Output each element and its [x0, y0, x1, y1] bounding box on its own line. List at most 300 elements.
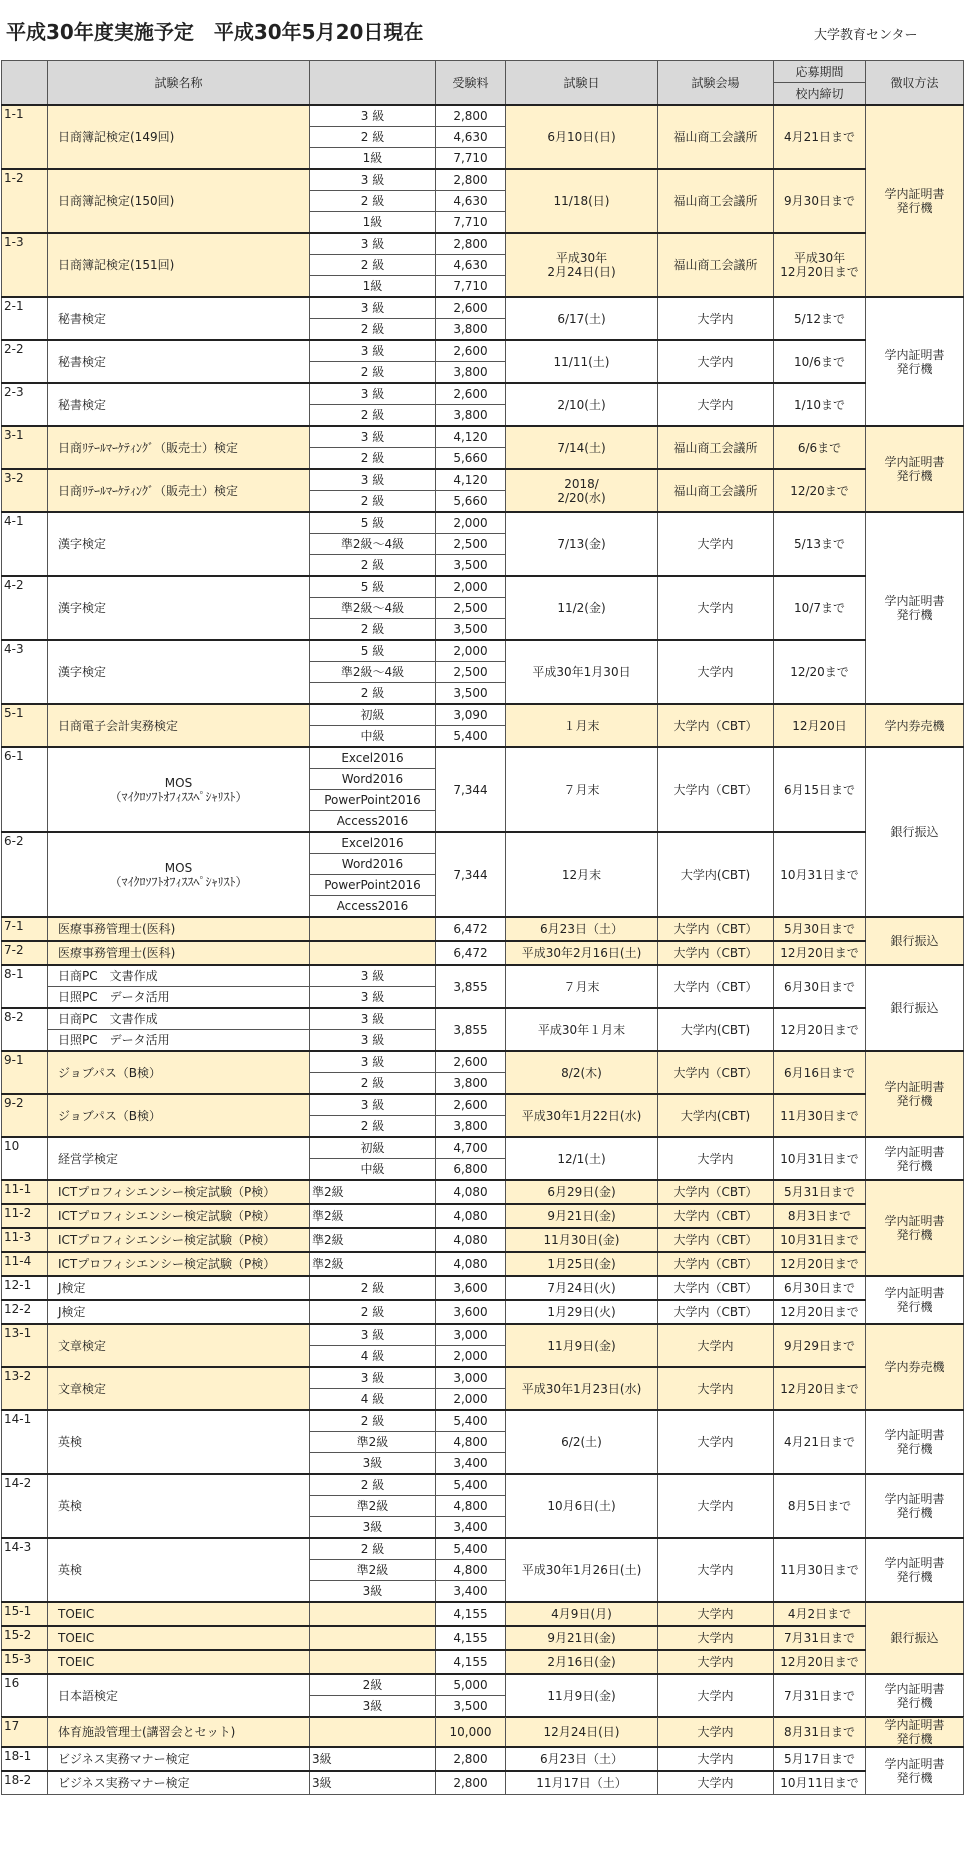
exam-name: 日商簿記検定(151回) [48, 233, 310, 297]
exam-fee: 4,155 [436, 1626, 506, 1650]
header-deadline: 校内締切 [774, 83, 866, 106]
exam-number: 2-2 [2, 340, 48, 383]
exam-fee: 3,500 [436, 683, 506, 705]
exam-level: 3 級 [310, 233, 436, 255]
payment-method: 学内証明書 発行機 [866, 512, 964, 704]
exam-venue: 大学内 [658, 1324, 774, 1367]
exam-name: 秘書検定 [48, 340, 310, 383]
exam-fee: 2,600 [436, 340, 506, 362]
exam-fee: 4,800 [436, 1496, 506, 1517]
exam-venue: 大学内（CBT） [658, 941, 774, 965]
exam-name: 経営学検定 [48, 1137, 310, 1180]
exam-level: 準2級 [310, 1496, 436, 1517]
exam-number: 3-1 [2, 426, 48, 469]
exam-date: 12月24日(日) [506, 1717, 658, 1747]
exam-deadline: 平成30年 12月20日まで [774, 233, 866, 297]
exam-level: 2 級 [310, 1073, 436, 1095]
exam-venue: 大学内(CBT) [658, 1008, 774, 1051]
exam-deadline: 12/20まで [774, 469, 866, 512]
table-row [2, 340, 964, 362]
exam-fee: 2,600 [436, 1051, 506, 1073]
table-row [2, 1626, 964, 1650]
table-row [2, 105, 964, 127]
exam-date: 6月23日（土） [506, 1747, 658, 1771]
exam-date: 6月29日(金) [506, 1180, 658, 1204]
exam-name: TOEIC [48, 1626, 310, 1650]
exam-fee: 3,800 [436, 405, 506, 427]
exam-level: 5 級 [310, 640, 436, 662]
exam-level: 初級 [310, 704, 436, 726]
exam-fee: 4,120 [436, 469, 506, 491]
table-row [2, 1747, 964, 1771]
exam-fee: 3,000 [436, 1324, 506, 1346]
exam-level: 3級 [310, 1517, 436, 1539]
exam-deadline: 6月30日まで [774, 965, 866, 1008]
exam-level: 2 級 [310, 362, 436, 384]
exam-fee: 6,472 [436, 917, 506, 941]
exam-level: 初級 [310, 1137, 436, 1159]
exam-date: 2月16日(金) [506, 1650, 658, 1674]
exam-name: ジョブパス（B検） [48, 1051, 310, 1094]
payment-method: 銀行振込 [866, 917, 964, 965]
header-period: 応募期間 [774, 61, 866, 83]
exam-venue: 大学内（CBT） [658, 747, 774, 832]
exam-date: 4月9日(月) [506, 1602, 658, 1626]
exam-fee: 5,660 [436, 448, 506, 470]
exam-deadline: 12月20日まで [774, 941, 866, 965]
table-row [2, 1474, 964, 1496]
exam-number: 14-1 [2, 1410, 48, 1474]
payment-method: 学内証明書 発行機 [866, 1410, 964, 1474]
table-row [2, 469, 964, 491]
exam-date: 11月17日（土） [506, 1771, 658, 1795]
exam-level: 2 級 [310, 1116, 436, 1138]
exam-fee: 3,090 [436, 704, 506, 726]
exam-venue: 福山商工会議所 [658, 105, 774, 169]
exam-venue: 福山商工会議所 [658, 233, 774, 297]
exam-deadline: 12月20日まで [774, 1252, 866, 1276]
exam-deadline: 8月3日まで [774, 1204, 866, 1228]
exam-deadline: 4月21日まで [774, 105, 866, 169]
exam-number: 11-2 [2, 1204, 48, 1228]
exam-level: 準2級 [310, 1252, 436, 1276]
exam-name: 日商ﾘﾃｰﾙﾏｰｹﾃｨﾝｸﾞ（販売士）検定 [48, 469, 310, 512]
exam-level: 3 級 [310, 1094, 436, 1116]
exam-name: 日商簿記検定(150回) [48, 169, 310, 233]
exam-fee: 2,500 [436, 598, 506, 619]
exam-level [310, 1602, 436, 1626]
exam-name: 英検 [48, 1538, 310, 1602]
exam-date: 12/1(土) [506, 1137, 658, 1180]
exam-fee: 3,855 [436, 965, 506, 1008]
payment-method: 学内証明書 発行機 [866, 1137, 964, 1180]
table-row [2, 233, 964, 255]
exam-number: 11-3 [2, 1228, 48, 1252]
exam-deadline: 12月20日 [774, 704, 866, 747]
exam-date: ７月末 [506, 747, 658, 832]
exam-deadline: 4月2日まで [774, 1602, 866, 1626]
exam-name: 漢字検定 [48, 640, 310, 704]
payment-method: 学内証明書 発行機 [866, 1747, 964, 1795]
exam-deadline: 10/7まで [774, 576, 866, 640]
exam-deadline: 5月31日まで [774, 1180, 866, 1204]
payment-method: 学内証明書 発行機 [866, 1538, 964, 1602]
exam-fee: 5,400 [436, 1474, 506, 1496]
exam-venue: 大学内 [658, 640, 774, 704]
exam-name: 日商PC 文書作成 [48, 1008, 310, 1030]
exam-level: PowerPoint2016 [310, 875, 436, 896]
exam-level: 5 級 [310, 576, 436, 598]
payment-method: 学内券売機 [866, 704, 964, 747]
exam-venue: 大学内（CBT） [658, 1276, 774, 1300]
exam-date: 6/2(土) [506, 1410, 658, 1474]
exam-deadline: 9月30日まで [774, 169, 866, 233]
exam-date: １月末 [506, 704, 658, 747]
exam-deadline: 6月30日まで [774, 1276, 866, 1300]
exam-date: 平成30年1月26日(土) [506, 1538, 658, 1602]
exam-level: 2 級 [310, 683, 436, 705]
exam-date: 11月30日(金) [506, 1228, 658, 1252]
exam-deadline: 5月17日まで [774, 1747, 866, 1771]
exam-fee: 3,800 [436, 1116, 506, 1138]
exam-date: 平成30年１月末 [506, 1008, 658, 1051]
exam-name: 日商電子会計実務検定 [48, 704, 310, 747]
exam-level: 1級 [310, 148, 436, 170]
exam-number: 4-1 [2, 512, 48, 576]
exam-name: ビジネス実務マナー検定 [48, 1771, 310, 1795]
exam-level: 2 級 [310, 1276, 436, 1300]
exam-fee: 2,000 [436, 576, 506, 598]
table-row [2, 1008, 964, 1030]
exam-schedule-table [1, 60, 964, 1795]
exam-level: 準2級 [310, 1228, 436, 1252]
exam-number: 8-1 [2, 965, 48, 1008]
table-row [2, 917, 964, 941]
exam-number: 13-2 [2, 1367, 48, 1410]
table-row [2, 941, 964, 965]
exam-level: 準2級～4級 [310, 598, 436, 619]
exam-level: Excel2016 [310, 747, 436, 769]
exam-fee: 2,600 [436, 297, 506, 319]
exam-name: 英検 [48, 1474, 310, 1538]
table-row [2, 1094, 964, 1116]
exam-name: 秘書検定 [48, 383, 310, 426]
table-row [2, 169, 964, 191]
exam-level: 3 級 [310, 965, 436, 987]
exam-venue: 大学内（CBT） [658, 1228, 774, 1252]
exam-level: 2 級 [310, 1410, 436, 1432]
exam-name: 文章検定 [48, 1324, 310, 1367]
exam-fee: 3,800 [436, 362, 506, 384]
exam-date: 7月24日(火) [506, 1276, 658, 1300]
exam-number: 6-1 [2, 747, 48, 832]
exam-level: 3 級 [310, 1008, 436, 1030]
table-row [2, 1674, 964, 1696]
exam-fee: 2,600 [436, 383, 506, 405]
exam-fee: 4,630 [436, 127, 506, 148]
exam-number: 7-2 [2, 941, 48, 965]
exam-level: Excel2016 [310, 832, 436, 854]
exam-fee: 6,472 [436, 941, 506, 965]
exam-level: Access2016 [310, 896, 436, 918]
exam-level: 3 級 [310, 383, 436, 405]
exam-date: 6月10日(日) [506, 105, 658, 169]
exam-venue: 大学内 [658, 512, 774, 576]
exam-level: PowerPoint2016 [310, 790, 436, 811]
exam-level: 3 級 [310, 987, 436, 1009]
exam-level: 5 級 [310, 512, 436, 534]
exam-date: 8/2(木) [506, 1051, 658, 1094]
exam-venue: 大学内（CBT） [658, 965, 774, 1008]
exam-fee: 3,500 [436, 1696, 506, 1718]
exam-fee: 2,600 [436, 1094, 506, 1116]
exam-deadline: 6月15日まで [774, 747, 866, 832]
table-row [2, 1324, 964, 1346]
table-row [2, 747, 964, 769]
exam-number: 17 [2, 1717, 48, 1747]
exam-level: 中級 [310, 1159, 436, 1181]
exam-name: 秘書検定 [48, 297, 310, 340]
table-row [2, 1204, 964, 1228]
exam-number: 15-2 [2, 1626, 48, 1650]
exam-number: 1-1 [2, 105, 48, 169]
exam-level [310, 917, 436, 941]
table-row [2, 1410, 964, 1432]
exam-level: Word2016 [310, 769, 436, 790]
exam-fee: 2,800 [436, 169, 506, 191]
exam-level: 2 級 [310, 1474, 436, 1496]
exam-number: 1-3 [2, 233, 48, 297]
exam-name: 文章検定 [48, 1367, 310, 1410]
exam-number: 11-1 [2, 1180, 48, 1204]
exam-name: ICTプロフィシエンシー検定試験（P検） [48, 1204, 310, 1228]
exam-venue: 大学内（CBT） [658, 1180, 774, 1204]
exam-venue: 大学内 [658, 340, 774, 383]
exam-level [310, 1650, 436, 1674]
exam-deadline: 4月21日まで [774, 1410, 866, 1474]
exam-date: 6月23日（土） [506, 917, 658, 941]
exam-venue: 大学内 [658, 1474, 774, 1538]
exam-fee: 4,630 [436, 191, 506, 212]
exam-level [310, 1717, 436, 1747]
exam-level: 2 級 [310, 191, 436, 212]
exam-venue: 大学内 [658, 1602, 774, 1626]
exam-level: 準2級 [310, 1560, 436, 1581]
exam-name: ICTプロフィシエンシー検定試験（P検） [48, 1228, 310, 1252]
table-row [2, 640, 964, 662]
exam-number: 5-1 [2, 704, 48, 747]
exam-fee: 2,500 [436, 534, 506, 555]
exam-deadline: 12月20日まで [774, 1367, 866, 1410]
exam-date: 10月6日(土) [506, 1474, 658, 1538]
exam-level: 3 級 [310, 469, 436, 491]
exam-deadline: 6/6まで [774, 426, 866, 469]
exam-deadline: 7月31日まで [774, 1674, 866, 1717]
exam-level: 3級 [310, 1581, 436, 1603]
exam-deadline: 10月11日まで [774, 1771, 866, 1795]
exam-number: 9-2 [2, 1094, 48, 1137]
exam-name: 医療事務管理士(医科) [48, 917, 310, 941]
exam-deadline: 5/12まで [774, 297, 866, 340]
exam-fee: 4,630 [436, 255, 506, 276]
page-header [0, 0, 964, 60]
exam-name: 体育施設管理士(講習会とセット) [48, 1717, 310, 1747]
exam-level: 2 級 [310, 448, 436, 470]
exam-date: 平成30年1月30日 [506, 640, 658, 704]
exam-fee: 4,800 [436, 1560, 506, 1581]
exam-deadline: 9月29日まで [774, 1324, 866, 1367]
exam-deadline: 7月31日まで [774, 1626, 866, 1650]
exam-venue: 大学内 [658, 576, 774, 640]
exam-number: 2-3 [2, 383, 48, 426]
exam-deadline: 12/20まで [774, 640, 866, 704]
exam-fee: 4,080 [436, 1204, 506, 1228]
exam-venue: 福山商工会議所 [658, 469, 774, 512]
exam-name: TOEIC [48, 1650, 310, 1674]
exam-number: 12-1 [2, 1276, 48, 1300]
exam-deadline: 12月20日まで [774, 1008, 866, 1051]
exam-level: 2 級 [310, 127, 436, 148]
exam-level: 準2級～4級 [310, 534, 436, 555]
table-row [2, 1300, 964, 1324]
exam-number: 14-2 [2, 1474, 48, 1538]
payment-method: 学内証明書 発行機 [866, 1276, 964, 1324]
exam-venue: 大学内 [658, 1717, 774, 1747]
exam-name: ICTプロフィシエンシー検定試験（P検） [48, 1252, 310, 1276]
exam-level: 3 級 [310, 340, 436, 362]
exam-name: 医療事務管理士(医科) [48, 941, 310, 965]
exam-fee: 2,800 [436, 105, 506, 127]
exam-level: 2 級 [310, 491, 436, 513]
exam-level: 4 級 [310, 1346, 436, 1368]
exam-deadline: 10/6まで [774, 340, 866, 383]
exam-number: 4-2 [2, 576, 48, 640]
table-row [2, 1650, 964, 1674]
exam-fee: 3,500 [436, 555, 506, 577]
header-no [2, 61, 48, 106]
exam-fee: 3,800 [436, 319, 506, 341]
exam-date: 12月末 [506, 832, 658, 917]
exam-fee: 7,710 [436, 212, 506, 234]
exam-deadline: 10月31日まで [774, 1228, 866, 1252]
exam-name: 日商ﾘﾃｰﾙﾏｰｹﾃｨﾝｸﾞ（販売士）検定 [48, 426, 310, 469]
exam-fee: 3,400 [436, 1517, 506, 1539]
exam-number: 12-2 [2, 1300, 48, 1324]
exam-fee: 5,400 [436, 1538, 506, 1560]
exam-fee: 3,400 [436, 1453, 506, 1475]
organization-label: 大学教育センター [814, 28, 918, 43]
table-row [2, 1771, 964, 1795]
payment-method: 学内証明書 発行機 [866, 1180, 964, 1276]
exam-fee: 3,600 [436, 1276, 506, 1300]
exam-fee: 5,400 [436, 726, 506, 748]
exam-deadline: 11月30日まで [774, 1538, 866, 1602]
exam-date: 1月25日(金) [506, 1252, 658, 1276]
exam-level: 準2級 [310, 1180, 436, 1204]
exam-deadline: 10月31日まで [774, 832, 866, 917]
exam-level: 3級 [310, 1696, 436, 1718]
exam-fee: 5,000 [436, 1674, 506, 1696]
exam-date: 11/11(土) [506, 340, 658, 383]
exam-date: 7/14(土) [506, 426, 658, 469]
exam-date: 6/17(土) [506, 297, 658, 340]
exam-deadline: 11月30日まで [774, 1094, 866, 1137]
exam-fee: 2,000 [436, 1346, 506, 1368]
table-row [2, 1252, 964, 1276]
exam-name: 日本語検定 [48, 1674, 310, 1717]
exam-level: 1級 [310, 212, 436, 234]
exam-name: 日商簿記検定(149回) [48, 105, 310, 169]
exam-fee: 4,080 [436, 1180, 506, 1204]
exam-fee: 4,080 [436, 1252, 506, 1276]
exam-name: MOS （ﾏｲｸﾛｿﾌﾄｵﾌｨｽｽﾍﾟｼｬﾘｽﾄ） [48, 832, 310, 917]
table-row [2, 1228, 964, 1252]
exam-level: 2 級 [310, 619, 436, 641]
exam-fee: 2,800 [436, 1747, 506, 1771]
exam-date: 平成30年1月23日(水) [506, 1367, 658, 1410]
exam-name: 日照PC データ活用 [48, 987, 310, 1009]
exam-level: Access2016 [310, 811, 436, 833]
exam-date: 11月9日(金) [506, 1674, 658, 1717]
exam-deadline: 8月31日まで [774, 1717, 866, 1747]
exam-venue: 大学内（CBT） [658, 704, 774, 747]
exam-number: 9-1 [2, 1051, 48, 1094]
page-title: 平成30年度実施予定 平成30年5月20日現在 [6, 20, 424, 44]
exam-venue: 大学内 [658, 297, 774, 340]
exam-level: 1級 [310, 276, 436, 298]
exam-venue: 大学内 [658, 1771, 774, 1795]
exam-level [310, 1626, 436, 1650]
exam-deadline: 8月5日まで [774, 1474, 866, 1538]
exam-number: 3-2 [2, 469, 48, 512]
exam-level: 2 級 [310, 555, 436, 577]
exam-level: 3 級 [310, 426, 436, 448]
exam-name: 日照PC データ活用 [48, 1030, 310, 1052]
exam-fee: 3,500 [436, 619, 506, 641]
exam-name: J検定 [48, 1276, 310, 1300]
exam-fee: 4,700 [436, 1137, 506, 1159]
exam-date: 9月21日(金) [506, 1626, 658, 1650]
exam-name: MOS （ﾏｲｸﾛｿﾌﾄｵﾌｨｽｽﾍﾟｼｬﾘｽﾄ） [48, 747, 310, 832]
payment-method: 学内証明書 発行機 [866, 1717, 964, 1747]
exam-level: 2 級 [310, 1538, 436, 1560]
exam-venue: 大学内 [658, 1650, 774, 1674]
exam-fee: 2,000 [436, 640, 506, 662]
exam-date: 1月29日(火) [506, 1300, 658, 1324]
exam-number: 15-3 [2, 1650, 48, 1674]
exam-fee: 4,155 [436, 1602, 506, 1626]
table-row [2, 1051, 964, 1073]
exam-date: ７月末 [506, 965, 658, 1008]
exam-name: J検定 [48, 1300, 310, 1324]
exam-fee: 3,800 [436, 1073, 506, 1095]
exam-name: 日商PC 文書作成 [48, 965, 310, 987]
exam-number: 6-2 [2, 832, 48, 917]
exam-deadline: 1/10まで [774, 383, 866, 426]
exam-date: 11/18(日) [506, 169, 658, 233]
table-row [2, 297, 964, 319]
exam-level: 3 級 [310, 1367, 436, 1389]
exam-fee: 2,000 [436, 1389, 506, 1411]
exam-level: 準2級～4級 [310, 662, 436, 683]
payment-method: 銀行振込 [866, 965, 964, 1051]
exam-date: 11/2(金) [506, 576, 658, 640]
exam-level: 2級 [310, 1674, 436, 1696]
exam-name: 漢字検定 [48, 512, 310, 576]
exam-fee: 7,344 [436, 832, 506, 917]
exam-venue: 大学内 [658, 1367, 774, 1410]
exam-date: 2/10(土) [506, 383, 658, 426]
